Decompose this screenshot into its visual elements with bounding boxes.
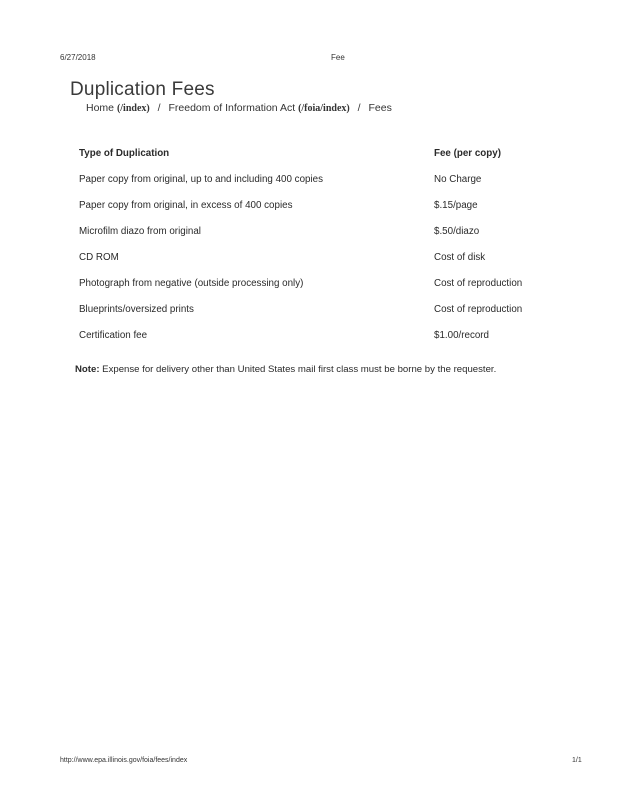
duplication-type-cell: Microfilm diazo from original [79, 225, 201, 237]
delivery-note [75, 364, 496, 375]
duplication-type-cell: Paper copy from original, up to and including 400 copies [79, 173, 323, 185]
table-row [72, 166, 544, 192]
breadcrumb-foia-path: (/foia/index) [298, 103, 350, 114]
note-label: Note: [75, 364, 100, 375]
fee-cell: Cost of disk [434, 251, 486, 263]
fee-cell: $1.00/record [434, 329, 490, 341]
duplication-type-cell: Certification fee [79, 329, 148, 341]
table-row [72, 322, 544, 348]
breadcrumb [86, 102, 392, 114]
fee-cell: Cost of reproduction [434, 303, 523, 315]
table-row [72, 296, 544, 322]
breadcrumb-foia-link[interactable]: Freedom of Information Act [168, 102, 296, 114]
duplication-type-cell: CD ROM [79, 251, 119, 263]
note-text: Expense for delivery other than United States mail first class must be borne by the requester. [99, 364, 497, 375]
table-row [72, 218, 544, 244]
print-page-number: 1/1 [572, 757, 582, 764]
table-row [72, 192, 544, 218]
breadcrumb-home-link[interactable]: Home [86, 102, 115, 114]
fee-cell: No Charge [434, 173, 482, 185]
breadcrumb-current: Fees [368, 102, 392, 114]
fee-cell: $.50/diazo [434, 225, 480, 237]
duplication-type-cell: Blueprints/oversized prints [79, 303, 194, 315]
table-row [72, 244, 544, 270]
duplication-type-cell: Paper copy from original, in excess of 400 copies [79, 199, 293, 211]
table-header-row [72, 140, 544, 166]
print-header-title: Fee [331, 53, 345, 62]
fee-cell: Cost of reproduction [434, 277, 523, 289]
breadcrumb-separator: / [157, 102, 161, 114]
column-header-type: Type of Duplication [79, 147, 170, 159]
print-date: 6/27/2018 [60, 53, 96, 62]
breadcrumb-separator: / [357, 102, 361, 114]
column-header-fee: Fee (per copy) [434, 147, 501, 159]
page-title: Duplication Fees [70, 78, 215, 100]
duplication-type-cell: Photograph from negative (outside processing only) [79, 277, 304, 289]
table-row [72, 270, 544, 296]
breadcrumb-home-path: (/index) [116, 103, 150, 114]
fee-cell: $.15/page [434, 199, 478, 211]
print-footer-url: http://www.epa.illinois.gov/foia/fees/index [60, 757, 188, 764]
fees-table [72, 140, 544, 348]
